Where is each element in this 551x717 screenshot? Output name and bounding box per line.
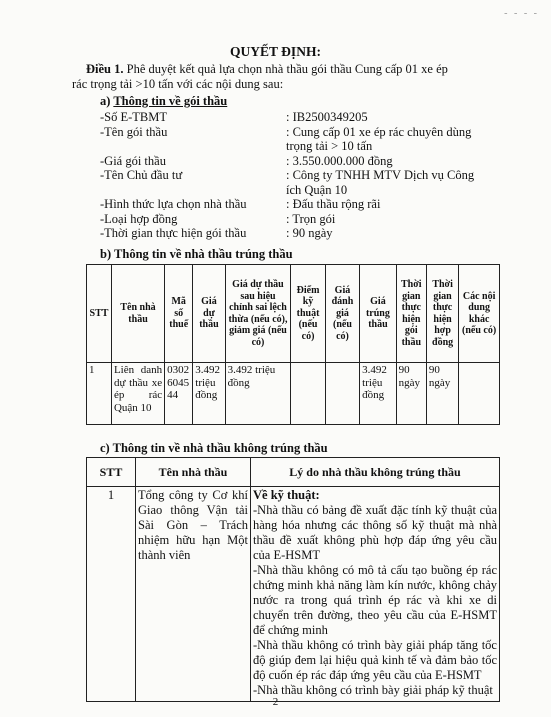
reason-title: Về kỹ thuật: bbox=[253, 488, 320, 502]
col-contract-time: Thời gian thực hiện hợp đồng bbox=[426, 265, 458, 363]
cell-reason bbox=[251, 487, 500, 702]
package-info bbox=[100, 110, 500, 241]
cell-tech bbox=[291, 363, 325, 425]
info-label: -Tên Chủ đầu tư bbox=[100, 168, 183, 182]
section-c-heading bbox=[100, 441, 328, 456]
info-value: : Trọn gói bbox=[286, 211, 336, 226]
info-value bbox=[286, 125, 500, 154]
col-win: Giá trúng thầu bbox=[360, 265, 397, 363]
info-label: -Hình thức lựa chọn nhà thầu bbox=[100, 197, 247, 211]
cell-adjusted: 3.492 triệu đồng bbox=[225, 363, 291, 425]
loser-header-row bbox=[87, 458, 500, 487]
info-row bbox=[100, 226, 500, 241]
info-label: -Số E-TBMT bbox=[100, 110, 168, 124]
info-row bbox=[100, 110, 500, 125]
info-value-line: ích Quận 10 bbox=[286, 182, 348, 197]
cell-stt: 1 bbox=[87, 363, 112, 425]
info-label: -Giá gói thầu bbox=[100, 153, 166, 168]
info-label: -Loại hợp đồng bbox=[100, 211, 178, 226]
cell-stt: 1 bbox=[87, 487, 136, 702]
info-label: -Tên gói thầu bbox=[100, 124, 168, 139]
loser-table bbox=[86, 457, 500, 702]
section-a-title: Thông tin về gói thầu bbox=[113, 94, 228, 108]
cell-pkg-time: 90 ngày bbox=[396, 363, 426, 425]
article-1 bbox=[72, 62, 506, 92]
col-tax: Mã số thuế bbox=[165, 265, 193, 363]
section-c-title: Thông tin về nhà thầu không trúng thầu bbox=[112, 441, 328, 455]
cell-eval bbox=[325, 363, 359, 425]
col-other: Các nội dung khác (nếu có) bbox=[459, 265, 500, 363]
cell-other bbox=[459, 363, 500, 425]
col-eval: Giá đánh giá (nếu có) bbox=[325, 265, 359, 363]
section-c-prefix: c) bbox=[100, 441, 110, 455]
col-stt: STT bbox=[87, 265, 112, 363]
info-value: : IB2500349205 bbox=[286, 110, 368, 124]
info-value-line: trọng tải > 10 tấn bbox=[286, 139, 373, 153]
winner-header-row bbox=[87, 265, 500, 363]
reason-item: -Nhà thầu không có mô tả cấu tạo buồng ép rác chứng minh khả năng làm kín nước, không chảy nước ra trong quá trình ép rác và khi xe di chuyển trên đường, theo yêu cầu của E-HSMT để chứng minh bbox=[253, 563, 497, 637]
section-b-heading bbox=[100, 247, 293, 262]
col-tech: Điểm kỹ thuật (nếu có) bbox=[291, 265, 325, 363]
info-row bbox=[100, 168, 500, 197]
article-text-2: rác trọng tải >10 tấn với các nội dung sau: bbox=[72, 77, 284, 91]
article-label: Điều 1. bbox=[86, 62, 124, 76]
winner-row bbox=[87, 363, 500, 425]
info-row bbox=[100, 125, 500, 154]
cell-name: Tổng công ty Cơ khí Giao thông Vận tải Sài Gòn – Trách nhiệm hữu hạn Một thành viên bbox=[136, 487, 251, 702]
info-value: : 90 ngày bbox=[286, 226, 333, 240]
col-stt: STT bbox=[87, 458, 136, 487]
info-label: -Thời gian thực hiện gói thầu bbox=[100, 226, 247, 240]
info-value: : 3.550.000.000 đồng bbox=[286, 153, 393, 168]
info-value-line: : Công ty TNHH MTV Dịch vụ Công bbox=[286, 168, 475, 182]
section-a-heading bbox=[100, 94, 227, 109]
info-value-line: : Cung cấp 01 xe ép rác chuyên dùng bbox=[286, 124, 472, 139]
col-bid: Giá dự thầu bbox=[193, 265, 225, 363]
info-row bbox=[100, 154, 500, 169]
section-a-prefix: a) bbox=[100, 94, 111, 108]
info-value: : Đấu thầu rộng rãi bbox=[286, 197, 381, 211]
page-title: QUYẾT ĐỊNH: bbox=[230, 44, 321, 59]
col-reason: Lý do nhà thầu không trúng thầu bbox=[251, 458, 500, 487]
section-b-prefix: b) bbox=[100, 247, 112, 261]
reason-item: -Nhà thầu có bảng đề xuất đặc tính kỹ thuật của hàng hóa nhưng các thông số kỹ thuật mà nhà thầu đề xuất không phù hợp đáp ứng yêu cầu của E-HSMT bbox=[253, 503, 497, 562]
reason-item: -Nhà thầu không có trình bày giải pháp tăng tốc độ giúp đem lại hiệu quả kinh tế và đảm bảo tốc độ cuốn ép rác đáp ứng yêu cầu của E-HSMT bbox=[253, 638, 497, 682]
col-name: Tên nhà thầu bbox=[111, 265, 164, 363]
info-row bbox=[100, 197, 500, 212]
cell-contract-time: 90 ngày bbox=[426, 363, 458, 425]
reason-item: -Nhà thầu không có trình bày giải pháp kỹ thuật bbox=[253, 683, 493, 697]
page-number: 2 bbox=[272, 696, 279, 708]
info-row bbox=[100, 212, 500, 227]
col-pkg-time: Thời gian thực hiện gói thầu bbox=[396, 265, 426, 363]
corner-marks: - - - - bbox=[504, 8, 539, 19]
col-adjusted: Giá dự thầu sau hiệu chỉnh sai lệch thừa (nếu có), giảm giá (nếu có) bbox=[225, 265, 291, 363]
col-name: Tên nhà thầu bbox=[136, 458, 251, 487]
winner-table bbox=[86, 264, 500, 425]
article-text-1: Phê duyệt kết quả lựa chọn nhà thầu gói thầu Cung cấp 01 xe ép bbox=[126, 62, 448, 76]
cell-name: Liên danh dự thầu xe ép rác Quận 10 bbox=[111, 363, 164, 425]
cell-win: 3.492 triệu đồng bbox=[360, 363, 397, 425]
cell-tax: 0302 6045 44 bbox=[165, 363, 193, 425]
loser-row bbox=[87, 487, 500, 702]
cell-bid: 3.492 triệu đồng bbox=[193, 363, 225, 425]
info-value bbox=[286, 168, 500, 197]
section-b-title: Thông tin về nhà thầu trúng thầu bbox=[114, 247, 293, 261]
